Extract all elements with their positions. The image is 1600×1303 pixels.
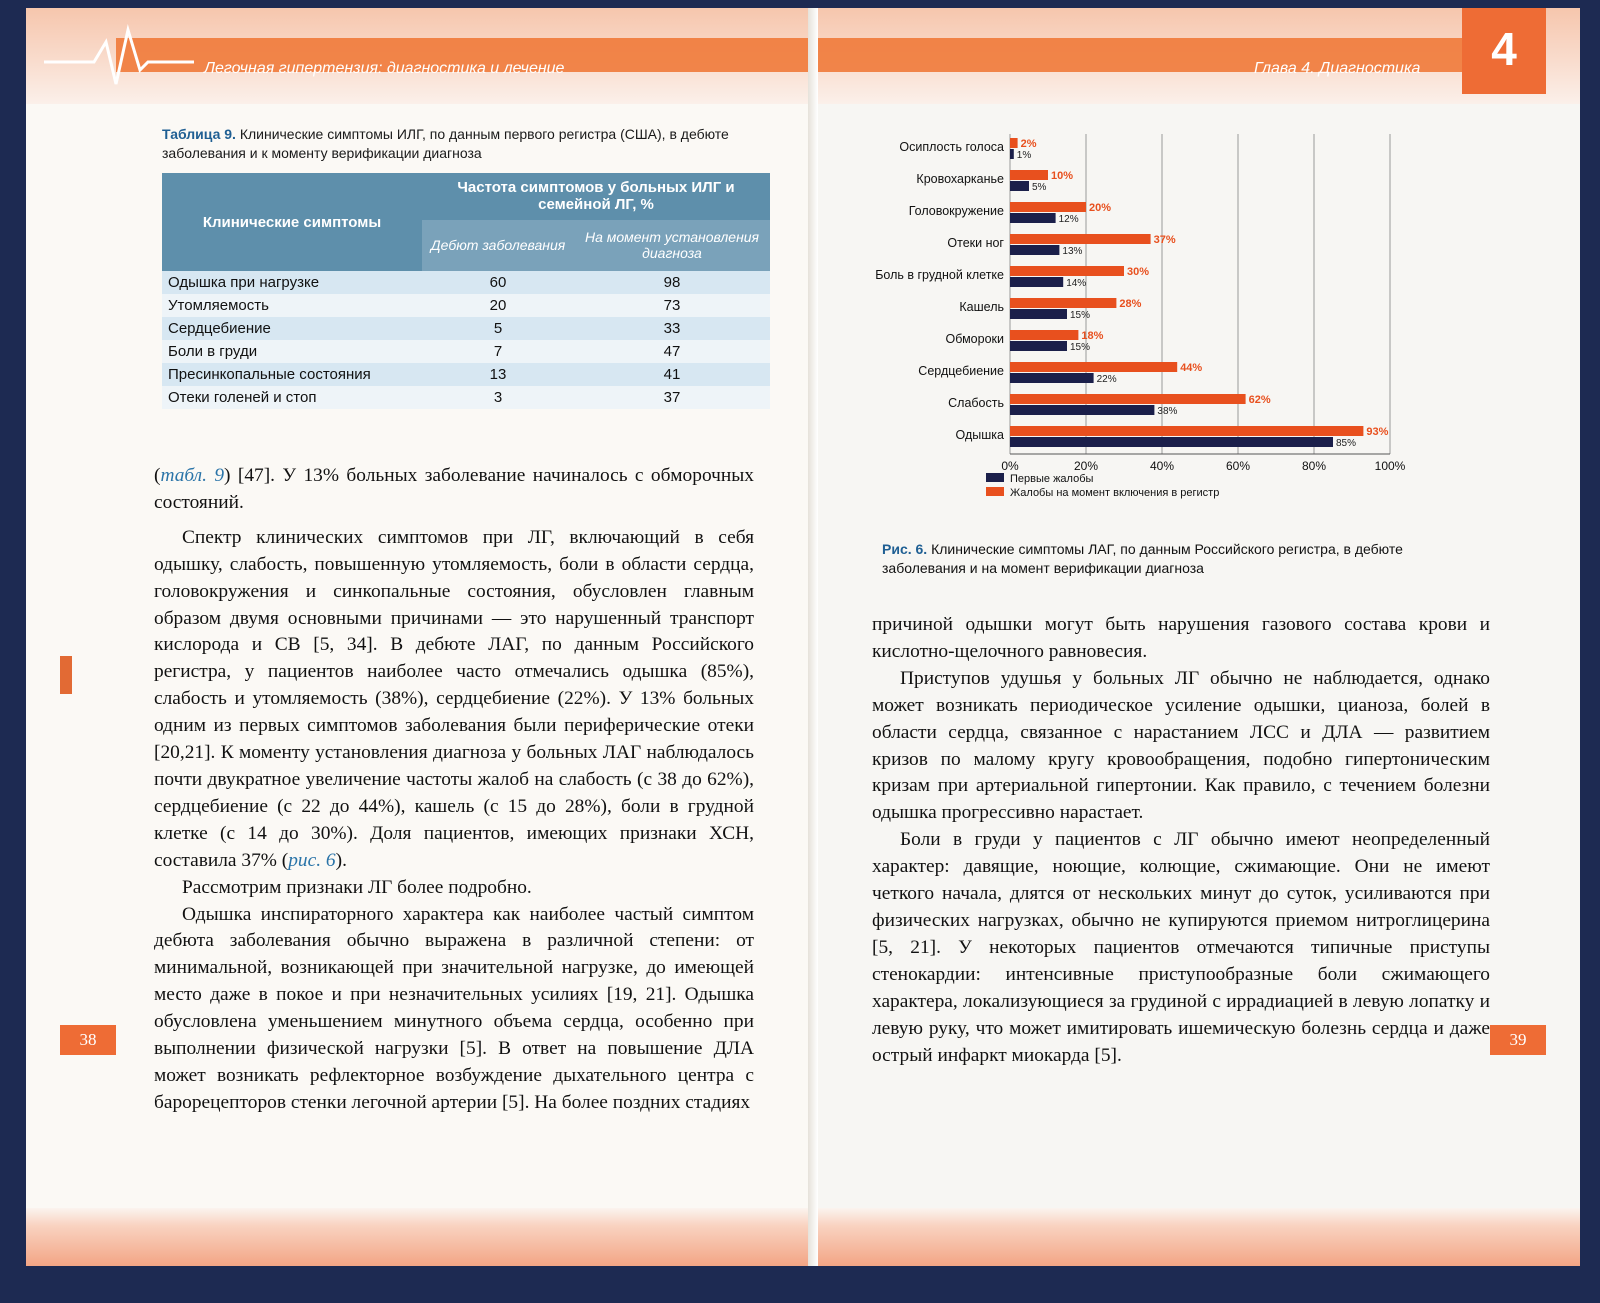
category-label: Слабость <box>948 396 1004 410</box>
row-diag: 33 <box>574 317 770 340</box>
page-number: 39 <box>1490 1025 1546 1055</box>
row-debut: 3 <box>422 386 574 409</box>
running-head: Глава 4. Диагностика <box>1254 60 1421 77</box>
text-run: ) [47]. У 13% больных заболевание начиналось с обморочных состояний. <box>154 465 754 513</box>
category-label: Кровохарканье <box>916 172 1004 186</box>
bar-first-complaints <box>1010 277 1063 287</box>
legend-label: Первые жалобы <box>1010 473 1094 485</box>
data-label-first-complaints: 15% <box>1070 310 1091 321</box>
row-name: Одышка при нагрузке <box>162 271 422 294</box>
row-diag: 47 <box>574 340 770 363</box>
table-row <box>162 386 770 409</box>
bar-first-complaints <box>1010 373 1094 383</box>
bar-registry <box>1010 298 1116 308</box>
category-label: Боль в грудной клетке <box>875 268 1004 282</box>
bar-first-complaints <box>1010 245 1059 255</box>
paragraph: причиной одышки могут быть нарушения газового состава крови и кислотно-щелочного равновесия. <box>872 614 1490 662</box>
data-label-registry: 37% <box>1153 234 1176 246</box>
row-name: Утомляемость <box>162 294 422 317</box>
category-label: Отеки ног <box>947 236 1004 250</box>
bar-first-complaints <box>1010 341 1067 351</box>
data-label-registry: 10% <box>1051 170 1074 182</box>
bar-first-complaints <box>1010 437 1333 447</box>
bar-registry <box>1010 426 1363 436</box>
x-tick-label: 20% <box>1073 459 1099 473</box>
row-name: Боли в груди <box>162 340 422 363</box>
row-diag: 41 <box>574 363 770 386</box>
category-label: Головокружение <box>908 204 1004 218</box>
figure-caption <box>882 540 1482 578</box>
data-label-first-complaints: 12% <box>1058 214 1079 225</box>
data-label-registry: 28% <box>1119 298 1142 310</box>
bar-first-complaints <box>1010 405 1154 415</box>
table-label: Таблица 9. <box>162 126 236 142</box>
table-caption <box>162 125 782 163</box>
legend-swatch <box>986 487 1004 496</box>
footer-band <box>26 1208 818 1266</box>
category-label: Одышка <box>955 428 1004 442</box>
legend-swatch <box>986 473 1004 482</box>
data-label-registry: 30% <box>1127 266 1150 278</box>
data-label-first-complaints: 15% <box>1070 342 1091 353</box>
left-body-text <box>154 463 754 1117</box>
col-symptoms: Клинические симптомы <box>162 173 422 271</box>
data-label-first-complaints: 14% <box>1066 278 1087 289</box>
row-name: Сердцебиение <box>162 317 422 340</box>
x-tick-label: 80% <box>1301 459 1327 473</box>
data-label-registry: 18% <box>1081 330 1104 342</box>
x-axis-ticks <box>1001 459 1405 473</box>
row-debut: 5 <box>422 317 574 340</box>
row-debut: 20 <box>422 294 574 317</box>
left-page <box>26 8 818 1266</box>
table-row <box>162 294 770 317</box>
bar-first-complaints <box>1010 149 1014 159</box>
heartbeat-icon <box>44 22 194 92</box>
row-diag: 37 <box>574 386 770 409</box>
table-caption-text: Клинические симптомы ИЛГ, по данным первого регистра (США), в дебюте заболевания и к моменту верификации диагноза <box>162 126 729 161</box>
row-debut: 7 <box>422 340 574 363</box>
right-body-text <box>872 612 1490 1069</box>
row-debut: 60 <box>422 271 574 294</box>
data-label-first-complaints: 22% <box>1096 374 1117 385</box>
row-diag: 73 <box>574 294 770 317</box>
symptoms-table <box>162 173 770 409</box>
edge-marker <box>60 656 72 694</box>
col-frequency: Частота симптомов у больных ИЛГ и семейной ЛГ, % <box>422 173 770 220</box>
bar-registry <box>1010 330 1078 340</box>
bar-registry <box>1010 170 1048 180</box>
data-label-registry: 62% <box>1248 394 1271 406</box>
paragraph: Одышка инспираторного характера как наиболее частый симптом дебюта заболевания обычно выражена в различной степени: от минимальной, возникающей при значительной нагрузке, до имеющей место даже в покое и при незначительных усилиях [19, 21]. Одышка обусловлена уменьшением минутного объема сердца, особенно при выполнении физической нагрузки [5]. В ответ на повышение ДЛА может возникать рефлекторное возбуждение дыхательного центра с барорецепторов стенки легочной артерии [5]. На более поздних стадиях <box>154 903 754 1113</box>
category-label: Осиплость голоса <box>899 140 1004 154</box>
paragraph: Боли в груди у пациентов с ЛГ обычно имеют неопределенный характер: давящие, ноющие, колющие, сжимающие. Они не имеют четкого начала, длятся от нескольких минут до суток, усиливаются при физических нагрузках, обычно не купируются приемом нитроглицерина [5, 21]. У некоторых пациентов отмечаются типичные приступы стенокардии: интенсивные приступообразные боли сжимающего характера, локализующиеся за грудиной с иррадиацией в левую лопатку и левую руку, что может имитировать ишемическую болезнь сердца и даже острый инфаркт миокарда [5]. <box>872 829 1490 1066</box>
x-tick-label: 60% <box>1225 459 1251 473</box>
running-head: Легочная гипертензия: диагностика и лечение <box>204 60 565 77</box>
footer-band <box>818 1208 1580 1266</box>
data-label-first-complaints: 1% <box>1016 150 1032 161</box>
chapter-number: 4 <box>1462 8 1546 94</box>
paragraph: Приступов удушья у больных ЛГ обычно не наблюдается, однако может возникать периодическое усиление одышки, цианоза, болей в области сердца, связанное с нарастанием ЛСС и ДЛА — развитием кризов по малому кругу кровообращения, подобно гипертоническим кризам при артериальной гипертонии. Как правило, с течением болезни одышка прогрессивно нарастает. <box>872 667 1490 824</box>
col-debut: Дебют заболевания <box>422 220 574 271</box>
text-run: ( <box>154 465 161 486</box>
chart-legend <box>986 473 1219 499</box>
category-label: Обмороки <box>945 332 1004 346</box>
row-debut: 13 <box>422 363 574 386</box>
legend-label: Жалобы на момент включения в регистр <box>1010 487 1220 499</box>
text-run: Спектр клинических симптомов при ЛГ, включающий в себя одышку, слабость, повышенную утомляемость, боли в области сердца, головокружения и синкопальные состояния, обусловлен главным образом двумя основными причинами — это нарушенный транспорт кислорода и СВ [5, 34]. В дебюте ЛАГ, по данным Российского регистра, у пациентов наиболее часто отмечались одышка (85%), слабость и утомляемость (38%), сердцебиение (22%). У 13% больных одним из первых симптомов заболевания были периферические отеки [20,21]. К моменту установления диагноза у больных ЛАГ наблюдалось почти двукратное увеличение частоты жалоб на слабость (с 38 до 62%), сердцебиение (с 22 до 44%), кашель (с 15 до 28%), боли в грудной клетке (с 14 до 30%). Доля пациентов, имеющих признаки ХСН, составила 37% ( <box>154 526 754 871</box>
row-name: Пресинкопальные состояния <box>162 363 422 386</box>
symptoms-bar-chart <box>860 126 1420 526</box>
figure-label: Рис. 6. <box>882 541 928 557</box>
row-name: Отеки голеней и стоп <box>162 386 422 409</box>
table-row <box>162 271 770 294</box>
category-label: Кашель <box>959 300 1004 314</box>
table-row <box>162 340 770 363</box>
data-label-first-complaints: 38% <box>1157 406 1178 417</box>
chart-bars <box>1010 138 1389 449</box>
row-diag: 98 <box>574 271 770 294</box>
paragraph <box>154 463 754 517</box>
table-ref-link[interactable]: табл. 9 <box>160 465 225 486</box>
bar-registry <box>1010 138 1018 148</box>
data-label-registry: 20% <box>1089 202 1112 214</box>
x-tick-label: 100% <box>1374 459 1406 473</box>
bar-registry <box>1010 202 1086 212</box>
page-number: 38 <box>60 1025 116 1055</box>
data-label-registry: 93% <box>1366 426 1389 438</box>
data-label-registry: 2% <box>1020 138 1037 150</box>
col-diagnosis: На момент установления диагноза <box>574 220 770 271</box>
bar-first-complaints <box>1010 309 1067 319</box>
category-label: Сердцебиение <box>918 364 1004 378</box>
paragraph <box>154 525 754 875</box>
paragraph: Рассмотрим признаки ЛГ более подробно. <box>182 876 532 898</box>
data-label-first-complaints: 5% <box>1032 182 1047 193</box>
data-label-first-complaints: 13% <box>1062 246 1083 257</box>
bar-first-complaints <box>1010 181 1029 191</box>
table-row <box>162 317 770 340</box>
x-tick-label: 40% <box>1149 459 1175 473</box>
data-label-registry: 44% <box>1180 362 1203 374</box>
bar-registry <box>1010 394 1246 404</box>
data-label-first-complaints: 85% <box>1336 438 1357 449</box>
bar-registry <box>1010 362 1177 372</box>
figure-caption-text: Клинические симптомы ЛАГ, по данным Российского регистра, в дебюте заболевания и на момент верификации диагноза <box>882 541 1403 576</box>
text-run: ). <box>335 849 347 871</box>
x-tick-label: 0% <box>1001 459 1019 473</box>
bar-first-complaints <box>1010 213 1056 223</box>
figure-ref-link[interactable]: рис. 6 <box>288 849 336 871</box>
category-labels <box>875 140 1004 442</box>
bar-registry <box>1010 266 1124 276</box>
table-row <box>162 363 770 386</box>
bar-registry <box>1010 234 1151 244</box>
